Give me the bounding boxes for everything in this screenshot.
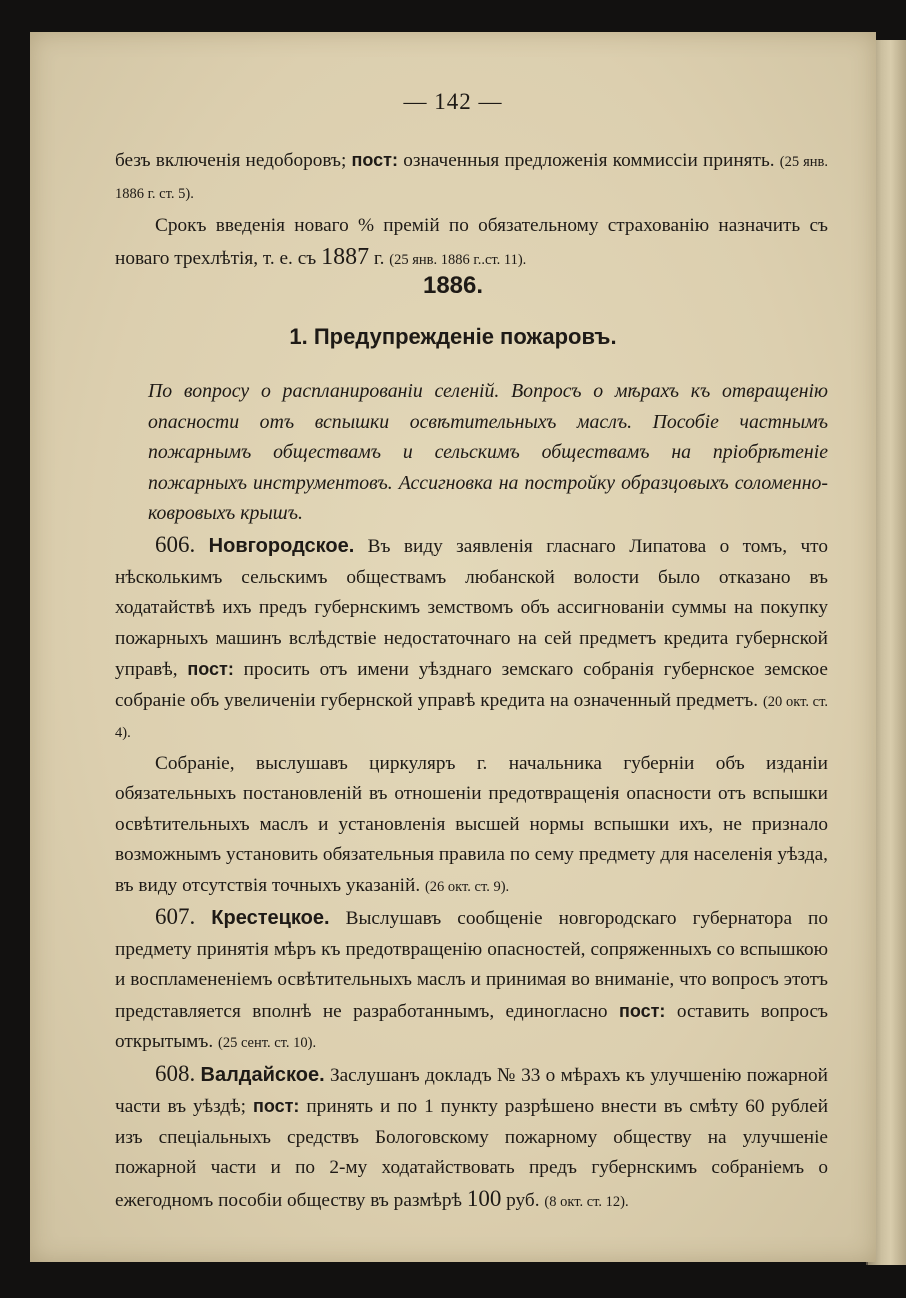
intro-p2-text: Срокъ введенія новаго — [155, 215, 349, 236]
resolution-marker: пост: — [618, 1000, 666, 1021]
entry-number: 606. — [155, 532, 196, 557]
entry-606-continuation — [115, 749, 828, 903]
intro-p1-ref: (25 янв. 1886 г. ст. 5). — [115, 154, 828, 202]
section-summary: По вопросу о распланированіи селеній. Вопросъ о мѣрахъ къ отвращенію опасности отъ вспышки освѣтительныхъ маслъ. Пособіе частнымъ пожарнымъ обществамъ и сельскимъ обществамъ на пріобрѣтеніе пожарныхъ инструментовъ. Ассигновка на постройку образцовыхъ соломенно-ковровыхъ крышъ. — [148, 380, 828, 524]
year-heading: 1886. — [422, 272, 484, 299]
entry-text: Заслушанъ докладъ № 33 о мѣрахъ къ улучшенію пожарной части въ уѣздѣ; — [115, 1064, 828, 1117]
entry-606 — [115, 530, 828, 749]
entry-number: 608. — [155, 1060, 196, 1086]
entry-reference: (8 окт. ст. 12). — [544, 1193, 629, 1210]
entry-reference: (20 окт. ст. 4). — [115, 693, 828, 741]
entry-resolution-text: просить отъ имени уѣзднаго земскаго собранія губернское земское собраніе объ увеличеніи губернской управѣ кредита на означенный предметъ. — [115, 659, 828, 711]
entry-reference: (25 сент. ст. 10). — [217, 1035, 317, 1051]
percent-sign: % — [357, 215, 375, 236]
entry-district-name: Новгородское. — [208, 535, 355, 557]
continuation-reference: (26 окт. ст. 9). — [424, 878, 510, 895]
page-number: — 142 — — [403, 89, 503, 114]
entry-608 — [115, 1059, 828, 1218]
book-page — [30, 32, 876, 1262]
entry-text: Въ виду заявленія гласнаго Липатова о томъ, что нѣсколькимъ сельскимъ обществамъ любанской волости было отказано въ ходатайствѣ ихъ предъ губернскимъ земствомъ объ ассигнованіи суммы на покупку пожарныхъ машинъ вслѣдствіе недостаточнаго на сей предметъ кредита губернской управѣ, — [115, 536, 828, 680]
intro-paragraph-2 — [115, 211, 828, 275]
intro-paragraph-1 — [115, 145, 828, 209]
intro-p1-text: безъ включенія недоборовъ; — [115, 150, 347, 171]
resolution-marker: пост: — [351, 150, 398, 170]
entry-text: Выслушавъ сообщеніе новгородскаго губернатора по предмету принятія мѣръ къ предотвращенію опасностей, сопряженныхъ со вспышкою и воспламененіемъ освѣтительныхъ маслъ и принимая во вниманіе, что вопросъ этотъ представляется вполнѣ не разработаннымъ, единогласно — [115, 908, 829, 1022]
entry-district-name: Крестецкое. — [211, 907, 330, 929]
entry-resolution-text: принять и по 1 пункту разрѣшено внести въ смѣту 60 рублей изъ спеціальныхъ средствъ Бологовскому пожарному обществу на улучшеніе пожарной части и по 2-му ходатайствовать предъ губернскимъ собраніемъ о ежегодномъ пособіи обществу въ размѣрѣ — [115, 1096, 829, 1211]
intro-p2-rest: премій по обязательному страхованію назначить съ новаго трехлѣтія, т. е. съ — [115, 215, 828, 269]
entry-607 — [115, 902, 828, 1059]
entry-district-name: Валдайское. — [200, 1063, 325, 1086]
entry-number: 607. — [155, 904, 196, 929]
intro-p2-g: г. — [373, 247, 385, 269]
entries-block — [115, 530, 828, 1217]
intro-p2-year: 1887 — [321, 243, 370, 270]
section-title: 1. Предупрежденіе пожаровъ. — [289, 324, 617, 349]
entry-amount: 100 — [466, 1185, 502, 1211]
intro-block — [115, 145, 828, 275]
intro-p1-rest: означенныя предложенія коммиссіи принять. — [403, 150, 775, 171]
entry-resolution-text: оставить вопросъ открытымъ. — [115, 1000, 828, 1052]
resolution-marker: пост: — [187, 659, 234, 679]
entry-currency: руб. — [506, 1189, 540, 1211]
resolution-marker: пост: — [252, 1096, 300, 1116]
intro-p2-ref: (25 янв. 1886 г..ст. 11). — [389, 251, 527, 268]
continuation-text: Собраніе, выслушавъ циркуляръ г. начальника губерніи объ изданіи обязательныхъ постановленій въ отношеніи предотвращенія опасности отъ вспышки освѣтительныхъ маслъ и установленія высшей нормы вспышки ихъ, не признало возможнымъ установить обязательныя правила по сему предмету для населенія уѣзда, въ виду отсутствія точныхъ указаній. — [115, 752, 828, 896]
